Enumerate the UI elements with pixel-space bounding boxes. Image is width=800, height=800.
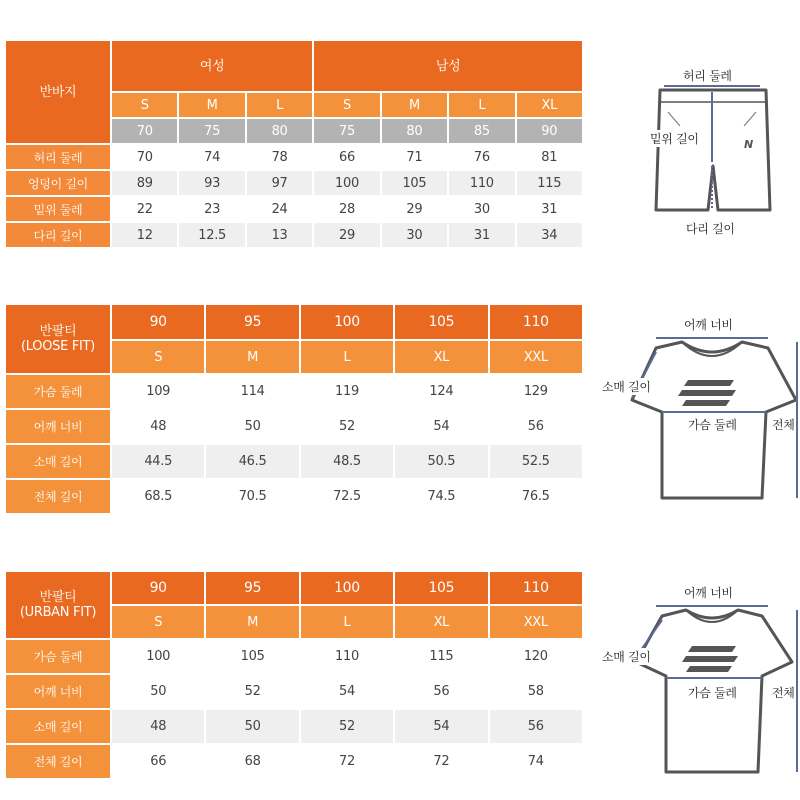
loose-number: 95: [206, 305, 298, 339]
row-label: 엉덩이 길이: [6, 171, 110, 195]
cell: 13: [247, 223, 312, 247]
rise-label: 밑위 길이: [650, 132, 699, 146]
urban-tshirt-diagram: [598, 580, 800, 780]
total-length-label: 전체: [772, 418, 795, 432]
leg-label: 다리 길이: [686, 222, 735, 236]
table-row: [6, 480, 582, 513]
sleeve-label: 소매 길이: [602, 650, 651, 664]
cell: 66: [112, 745, 204, 778]
cell: 89: [112, 171, 177, 195]
cell: 70.5: [206, 480, 298, 513]
cell: 66: [314, 145, 379, 169]
urban-fit-size-table: [4, 570, 584, 780]
shorts-diagram: [620, 62, 800, 242]
row-label: 다리 길이: [6, 223, 110, 247]
loose-fit-size-table: [4, 303, 584, 515]
cell: 129: [490, 375, 582, 408]
cell: 119: [301, 375, 393, 408]
cell: 71: [382, 145, 447, 169]
cell: 56: [490, 710, 582, 743]
loose-title-line2: (LOOSE FIT): [21, 339, 95, 354]
table-row: [6, 410, 582, 443]
cell: 109: [112, 375, 204, 408]
cell: 48.5: [301, 445, 393, 478]
urban-size: XL: [395, 606, 487, 638]
shorts-size: XL: [517, 93, 582, 117]
shorts-size: M: [179, 93, 244, 117]
cell: 52: [301, 710, 393, 743]
loose-number: 90: [112, 305, 204, 339]
shorts-number: 85: [449, 119, 514, 143]
cell: 68: [206, 745, 298, 778]
row-label: 가슴 둘레: [6, 375, 110, 408]
shorts-number: 70: [112, 119, 177, 143]
cell: 105: [206, 640, 298, 673]
cell: 100: [112, 640, 204, 673]
cell: 58: [490, 675, 582, 708]
cell: 52.5: [490, 445, 582, 478]
shorts-size: S: [112, 93, 177, 117]
cell: 56: [490, 410, 582, 443]
cell: 115: [517, 171, 582, 195]
cell: 74: [179, 145, 244, 169]
loose-number: 105: [395, 305, 487, 339]
cell: 50: [206, 710, 298, 743]
table-row: [6, 745, 582, 778]
waist-label: 허리 둘레: [683, 69, 732, 83]
cell: 52: [206, 675, 298, 708]
row-label: 가슴 둘레: [6, 640, 110, 673]
cell: 52: [301, 410, 393, 443]
urban-number: 95: [206, 572, 298, 604]
cell: 124: [395, 375, 487, 408]
table-row: [6, 675, 582, 708]
cell: 31: [517, 197, 582, 221]
brand-logo-icon: [682, 646, 738, 672]
shoulder-label: 어깨 너비: [684, 586, 733, 600]
cell: 76.5: [490, 480, 582, 513]
svg-text:N: N: [744, 138, 754, 151]
urban-size: XXL: [490, 606, 582, 638]
loose-number: 100: [301, 305, 393, 339]
tshirt-icon: [598, 312, 800, 508]
table-row: [6, 171, 582, 195]
shorts-number: 75: [179, 119, 244, 143]
cell: 54: [301, 675, 393, 708]
loose-size: XXL: [490, 341, 582, 373]
loose-size: L: [301, 341, 393, 373]
shorts-size: L: [449, 93, 514, 117]
chest-label: 가슴 둘레: [688, 418, 737, 432]
shorts-group-men: 남성: [314, 41, 582, 91]
loose-tshirt-diagram: [598, 312, 800, 508]
cell: 76: [449, 145, 514, 169]
row-label: 소매 길이: [6, 710, 110, 743]
cell: 110: [449, 171, 514, 195]
cell: 50.5: [395, 445, 487, 478]
cell: 81: [517, 145, 582, 169]
row-label: 소매 길이: [6, 445, 110, 478]
cell: 22: [112, 197, 177, 221]
cell: 93: [179, 171, 244, 195]
cell: 105: [382, 171, 447, 195]
cell: 70: [112, 145, 177, 169]
urban-title-line2: (URBAN FIT): [19, 605, 97, 620]
urban-number: 105: [395, 572, 487, 604]
cell: 100: [314, 171, 379, 195]
cell: 23: [179, 197, 244, 221]
cell: 56: [395, 675, 487, 708]
loose-size: M: [206, 341, 298, 373]
shorts-title: 반바지: [6, 41, 110, 143]
cell: 46.5: [206, 445, 298, 478]
tshirt-icon: [598, 580, 800, 780]
row-label: 전체 길이: [6, 480, 110, 513]
cell: 48: [112, 410, 204, 443]
shorts-icon: [620, 62, 800, 242]
urban-size: S: [112, 606, 204, 638]
cell: 31: [449, 223, 514, 247]
cell: 29: [314, 223, 379, 247]
table-row: [6, 223, 582, 247]
cell: 74.5: [395, 480, 487, 513]
cell: 120: [490, 640, 582, 673]
row-label: 어깨 너비: [6, 410, 110, 443]
shorts-size-table: [4, 39, 584, 249]
shorts-number: 75: [314, 119, 379, 143]
cell: 12: [112, 223, 177, 247]
cell: 12.5: [179, 223, 244, 247]
shorts-size: M: [382, 93, 447, 117]
sleeve-label: 소매 길이: [602, 380, 651, 394]
shoulder-label: 어깨 너비: [684, 318, 733, 332]
total-length-label: 전체: [772, 686, 795, 700]
cell: 28: [314, 197, 379, 221]
brand-logo-icon: [678, 380, 736, 406]
chest-label: 가슴 둘레: [688, 686, 737, 700]
row-label: 어깨 너비: [6, 675, 110, 708]
cell: 24: [247, 197, 312, 221]
cell: 29: [382, 197, 447, 221]
urban-size: M: [206, 606, 298, 638]
table-row: [6, 197, 582, 221]
urban-number: 110: [490, 572, 582, 604]
shorts-number: 80: [382, 119, 447, 143]
cell: 54: [395, 410, 487, 443]
cell: 114: [206, 375, 298, 408]
cell: 54: [395, 710, 487, 743]
cell: 72: [301, 745, 393, 778]
cell: 72: [395, 745, 487, 778]
cell: 74: [490, 745, 582, 778]
urban-size: L: [301, 606, 393, 638]
urban-title: [6, 572, 110, 638]
urban-title-line1: 반팔티: [39, 590, 77, 605]
loose-number: 110: [490, 305, 582, 339]
shorts-size: L: [247, 93, 312, 117]
row-label: 허리 둘레: [6, 145, 110, 169]
cell: 78: [247, 145, 312, 169]
cell: 30: [449, 197, 514, 221]
cell: 72.5: [301, 480, 393, 513]
row-label: 밑위 둘레: [6, 197, 110, 221]
table-row: [6, 710, 582, 743]
cell: 110: [301, 640, 393, 673]
table-row: [6, 640, 582, 673]
cell: 50: [206, 410, 298, 443]
urban-number: 100: [301, 572, 393, 604]
shorts-number: 90: [517, 119, 582, 143]
loose-title-line1: 반팔티: [39, 324, 77, 339]
cell: 97: [247, 171, 312, 195]
loose-title: [6, 305, 110, 373]
shorts-size: S: [314, 93, 379, 117]
cell: 34: [517, 223, 582, 247]
shorts-number: 80: [247, 119, 312, 143]
table-row: [6, 445, 582, 478]
cell: 44.5: [112, 445, 204, 478]
table-row: [6, 375, 582, 408]
cell: 115: [395, 640, 487, 673]
shorts-group-women: 여성: [112, 41, 312, 91]
cell: 68.5: [112, 480, 204, 513]
loose-size: S: [112, 341, 204, 373]
loose-size: XL: [395, 341, 487, 373]
cell: 48: [112, 710, 204, 743]
cell: 50: [112, 675, 204, 708]
cell: 30: [382, 223, 447, 247]
table-row: [6, 145, 582, 169]
urban-number: 90: [112, 572, 204, 604]
row-label: 전체 길이: [6, 745, 110, 778]
